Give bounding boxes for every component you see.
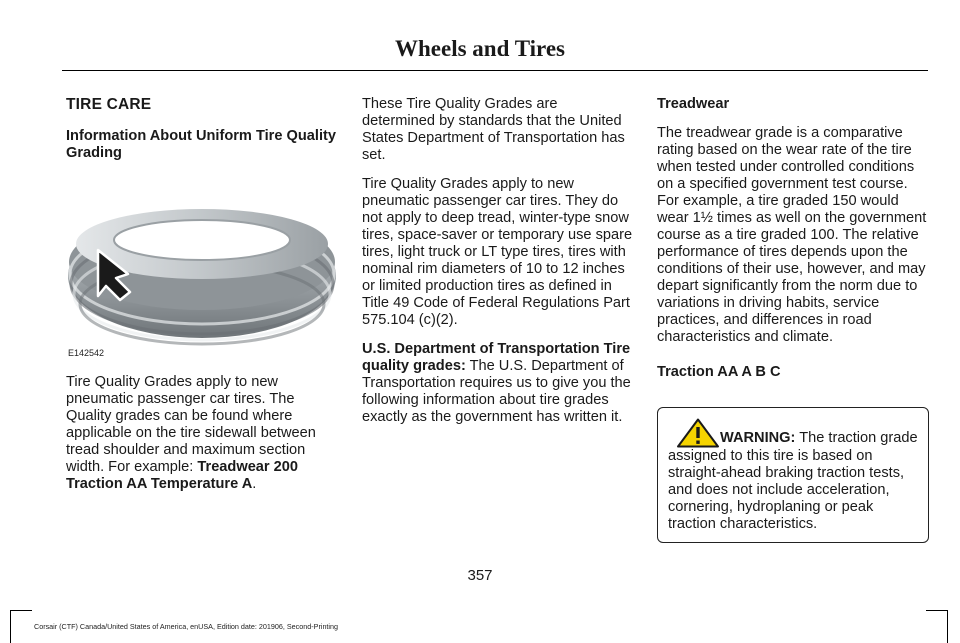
- dot-label: U.S. Department of Transportation Tire quality grades:: [362, 341, 631, 374]
- tire-grades-paragraph: Tire Quality Grades apply to new pneumatic passenger car tires. The Quality grades can be found where applicable on the tire sidewall between tread shoulder and maximum section width. For example: Treadwear 200 Traction AA Temperature A.: [66, 374, 316, 492]
- crop-mark-right: [947, 610, 948, 643]
- warning-text: The traction grade assigned to this tire is based on straight-ahead braking traction tests, and does not include acceleration, cornering, hydroplaning or peak traction characteristics.: [668, 430, 918, 532]
- subheading-traction: Traction AA A B C: [657, 364, 781, 380]
- page-header-title: Wheels and Tires: [395, 36, 565, 61]
- column-3: [657, 96, 929, 543]
- page-number: 357: [467, 567, 493, 584]
- crop-mark-right-h: [926, 610, 948, 611]
- applicability-paragraph: Tire Quality Grades apply to new pneumatic passenger car tires. They do not apply to deep tread, winter-type snow tires, space-saver or temporary use spare tires, light truck or LT type tires, tires with nominal rim diameters of 10 to 12 inches or limited production tires as defined in Title 49 Code of Federal Regulations Part 575.104 (c)(2).: [362, 176, 633, 328]
- subheading-treadwear: Treadwear: [657, 96, 730, 112]
- treadwear-paragraph: The treadwear grade is a comparative rating based on the wear rate of the tire when tested under controlled conditions on a specified government test course. For example, a tire graded 150 would wear 1½ times as well on the government course as a tire graded 100. The relative performance of tires depends upon the conditions of their use, however, and may depart significantly from the norm due to variations in driving habits, service practices, and differences in road characteristics and climate.: [657, 125, 927, 345]
- tire-icon: [66, 174, 338, 364]
- subheading-tire-quality-grading: Information About Uniform Tire Quality Grading: [66, 128, 336, 161]
- example-grade: Treadwear 200 Traction AA Temperature A: [66, 459, 299, 492]
- warning-label: WARNING:: [720, 430, 796, 446]
- section-title: TIRE CARE: [66, 96, 152, 113]
- tire-illustration: [66, 174, 338, 364]
- crop-mark-left: [10, 610, 11, 643]
- warning-box: [657, 407, 929, 543]
- figure-code: E142542: [68, 348, 105, 358]
- column-1: [66, 96, 338, 505]
- standards-paragraph: These Tire Quality Grades are determined by standards that the United States Department of Transportation has set.: [362, 96, 625, 163]
- column-2: [362, 96, 634, 438]
- footer-edition-info: Corsair (CTF) Canada/United States of America, enUSA, Edition date: 201906, Second-Printing: [34, 622, 339, 631]
- header-divider: [62, 70, 928, 71]
- crop-mark-left-h: [10, 610, 32, 611]
- dot-paragraph: U.S. Department of Transportation Tire quality grades: The U.S. Department of Transportation requires us to give you the following information about tire grades exactly as the government has written it.: [362, 341, 631, 425]
- warning-triangle-icon: [676, 418, 720, 448]
